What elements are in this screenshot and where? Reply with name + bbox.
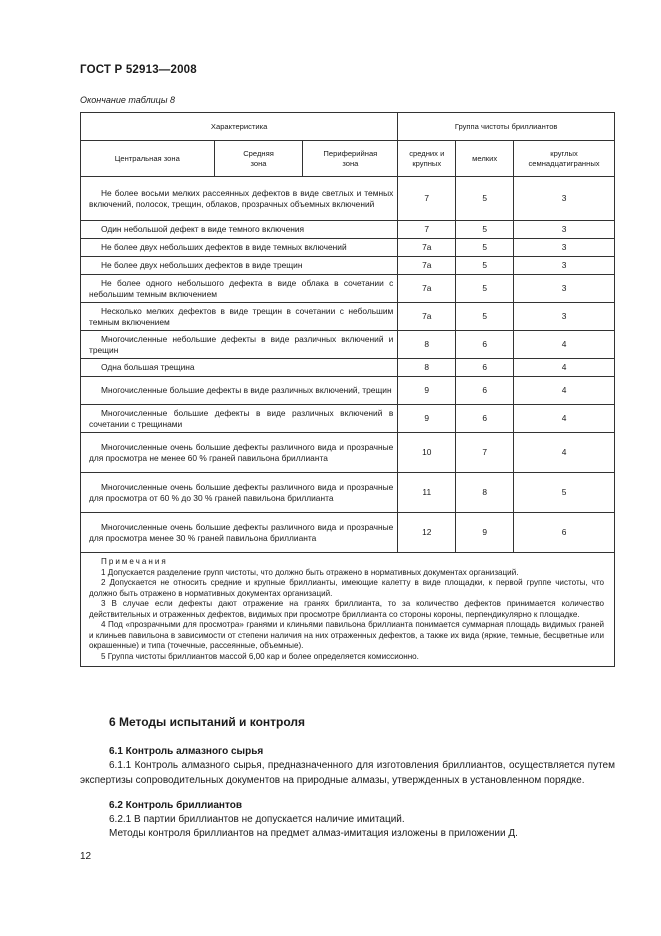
row-description-text: Многочисленные большие дефекты в виде различных включений, трещин — [101, 385, 392, 396]
note-item: 3 В случае если дефекты дают отражение на гранях бриллианта, то за количество дефектов принимается количество действительных и отраженных дефектов, видимых при просмотре бриллианта со стороны короны, перпендикулярно к площадке. — [89, 599, 604, 619]
row-description-text: Не более восьми мелких рассеянных дефектов в виде светлых и темных включений, полосок, трещин, облаков, прозрачных объемных включений — [89, 188, 394, 209]
table-row — [81, 177, 615, 221]
header-round-17: круглых семнадцатигранных — [514, 141, 615, 177]
group-small-value: 5 — [456, 239, 514, 257]
notes-title: Примечания — [101, 557, 168, 566]
row-description-text: Один небольшой дефект в виде темного включения — [101, 224, 305, 235]
group-medium-large-value: 8 — [398, 359, 456, 377]
group-small-value: 5 — [456, 303, 514, 331]
row-description — [81, 405, 398, 433]
group-small-value: 6 — [456, 359, 514, 377]
row-description-text: Многочисленные небольшие дефекты в виде различных включений и трещин — [89, 334, 394, 355]
header-central-zone: Центральная зона — [81, 141, 215, 177]
note-item: 2 Допускается не относить средние и крупные бриллианты, имеющие калетту в виде площадки, к первой группе чистоты, что должно быть отражено в нормативных документах организаций. — [89, 578, 604, 598]
group-medium-large-value: 9 — [398, 377, 456, 405]
group-medium-large-value: 7 — [398, 221, 456, 239]
row-description-text: Многочисленные большие дефекты в виде различных включений в сочетании с трещинами — [89, 408, 394, 429]
row-description-text: Не более двух небольших дефектов в виде темных включений — [101, 242, 347, 253]
group-medium-large-value: 7а — [398, 257, 456, 275]
group-round-17-value: 3 — [514, 177, 615, 221]
row-description — [81, 377, 398, 405]
table-row — [81, 433, 615, 473]
group-small-value: 5 — [456, 177, 514, 221]
note-item: 1 Допускается разделение групп чистоты, что должно быть отражено в нормативных документах организаций. — [101, 567, 519, 577]
group-round-17-value: 5 — [514, 473, 615, 513]
group-small-value: 6 — [456, 405, 514, 433]
header-peripheral-zone-label: Периферийная зона — [323, 149, 378, 168]
group-round-17-value: 4 — [514, 433, 615, 473]
group-medium-large-value: 12 — [398, 513, 456, 553]
group-small-value: 5 — [456, 221, 514, 239]
header-characteristic: Характеристика — [81, 113, 398, 141]
header-medium-large — [398, 141, 456, 177]
table-row — [81, 303, 615, 331]
group-round-17-value: 4 — [514, 405, 615, 433]
row-description-text: Многочисленные очень большие дефекты различного вида и прозрачные для просмотра не менее 60 % граней павильона бриллианта — [89, 442, 394, 463]
note-item: 5 Группа чистоты бриллиантов массой 6,00 кар и более определяется комиссионно. — [101, 651, 419, 661]
group-round-17-value: 6 — [514, 513, 615, 553]
row-description — [81, 331, 398, 359]
table-row — [81, 513, 615, 553]
group-medium-large-value: 8 — [398, 331, 456, 359]
subsection-6-2-title: 6.2 Контроль бриллиантов — [109, 800, 242, 811]
group-round-17-value: 3 — [514, 275, 615, 303]
row-description-text: Многочисленные очень большие дефекты различного вида и прозрачные для просмотра менее 30 % граней павильона бриллианта — [89, 522, 394, 543]
row-description-text: Одна большая трещина — [101, 362, 195, 373]
clarity-table — [80, 112, 615, 667]
group-small-value: 7 — [456, 433, 514, 473]
section-title: 6 Методы испытаний и контроля — [109, 715, 306, 729]
row-description — [81, 303, 398, 331]
table-row — [81, 473, 615, 513]
table-row — [81, 405, 615, 433]
table-notes — [81, 553, 615, 667]
paragraph-6-1-1: 6.1.1 Контроль алмазного сырья, предназначенного для изготовления бриллиантов, осуществляется путем экспертизы сопроводительных документов на природные алмазы, утвержденных в установленном порядке. — [80, 760, 615, 786]
group-round-17-value: 3 — [514, 303, 615, 331]
page-number: 12 — [80, 851, 92, 862]
table-row — [81, 221, 615, 239]
document-header: ГОСТ Р 52913—2008 — [80, 64, 197, 76]
group-round-17-value: 3 — [514, 221, 615, 239]
header-middle-zone — [214, 141, 303, 177]
header-small: мелких — [456, 141, 514, 177]
group-medium-large-value: 7а — [398, 303, 456, 331]
row-description-text: Многочисленные очень большие дефекты различного вида и прозрачные для просмотра от 60 % до 30 % граней павильона бриллианта — [89, 482, 394, 503]
row-description — [81, 177, 398, 221]
row-description-text: Несколько мелких дефектов в виде трещин в сочетании с небольшим темным включением — [89, 306, 394, 327]
paragraph-6-2-1-methods: Методы контроля бриллиантов на предмет алмаз-имитация изложены в приложении Д. — [109, 828, 518, 839]
table-row — [81, 239, 615, 257]
row-description — [81, 239, 398, 257]
group-round-17-value: 3 — [514, 239, 615, 257]
header-peripheral-zone — [303, 141, 398, 177]
note-item: 4 Под «прозрачными для просмотра» гранями и клиньями павильона бриллианта понимается суммарная площадь видимых граней и клиньев павильона в зависимости от степени наличия на них отраженных дефектов, а также их вида (яркие, темные, бесцветные или окрашенные) и типа (точечные, рассеянные, объемные). — [89, 620, 604, 651]
subsection-6-1-title: 6.1 Контроль алмазного сырья — [109, 746, 264, 757]
table-row — [81, 377, 615, 405]
row-description — [81, 221, 398, 239]
group-medium-large-value: 7а — [398, 275, 456, 303]
row-description-text: Не более одного небольшого дефекта в виде облака в сочетании с небольшим темным включением — [89, 278, 394, 299]
group-medium-large-value: 10 — [398, 433, 456, 473]
header-clarity-group: Группа чистоты бриллиантов — [398, 113, 615, 141]
group-small-value: 8 — [456, 473, 514, 513]
table-row — [81, 275, 615, 303]
group-round-17-value: 4 — [514, 359, 615, 377]
row-description — [81, 359, 398, 377]
header-medium-large-label: средних и крупных — [409, 149, 445, 168]
table-row — [81, 257, 615, 275]
group-small-value: 9 — [456, 513, 514, 553]
group-small-value: 6 — [456, 331, 514, 359]
group-small-value: 6 — [456, 377, 514, 405]
row-description — [81, 275, 398, 303]
group-medium-large-value: 7а — [398, 239, 456, 257]
header-middle-zone-label: Средняя зона — [243, 149, 274, 168]
row-description-text: Не более двух небольших дефектов в виде трещин — [101, 260, 303, 271]
row-description — [81, 257, 398, 275]
table-body — [81, 177, 615, 553]
group-round-17-value: 4 — [514, 331, 615, 359]
table-row — [81, 359, 615, 377]
group-medium-large-value: 7 — [398, 177, 456, 221]
group-small-value: 5 — [456, 275, 514, 303]
row-description — [81, 473, 398, 513]
row-description — [81, 433, 398, 473]
group-medium-large-value: 11 — [398, 473, 456, 513]
group-round-17-value: 3 — [514, 257, 615, 275]
paragraph-6-2-1: 6.2.1 В партии бриллиантов не допускается наличие имитаций. — [109, 814, 405, 825]
group-round-17-value: 4 — [514, 377, 615, 405]
group-small-value: 5 — [456, 257, 514, 275]
table-caption: Окончание таблицы 8 — [80, 95, 175, 105]
row-description — [81, 513, 398, 553]
table-row — [81, 331, 615, 359]
group-medium-large-value: 9 — [398, 405, 456, 433]
